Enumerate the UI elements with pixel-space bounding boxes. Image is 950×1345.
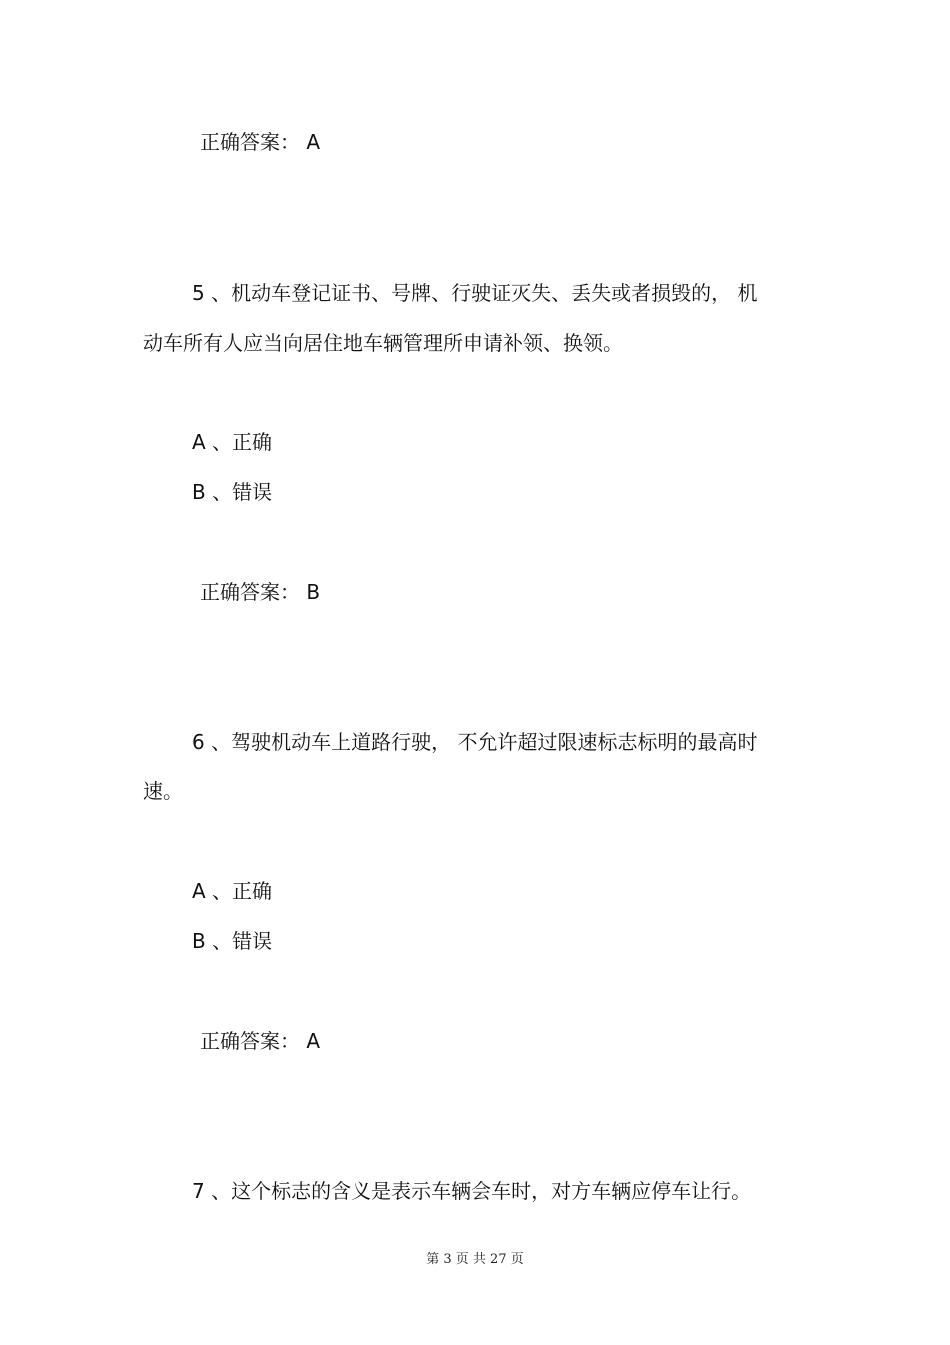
question-5-option-a: A 、正确 — [192, 430, 273, 454]
question-5-option-b: B 、错误 — [192, 480, 273, 504]
question-5-text-line1: 5 、机动车登记证书、号牌、行驶证灭失、丢失或者损毁的， 机 — [192, 281, 758, 305]
question-6-text-line1: 6 、驾驶机动车上道路行驶， 不允许超过限速标志标明的最高时 — [192, 730, 758, 754]
question-6-option-a: A 、正确 — [192, 879, 273, 903]
page-footer: 第 3 页 共 27 页 — [426, 1252, 524, 1267]
question-7-text-line1: 7 、这个标志的含义是表示车辆会车时，对方车辆应停车让行。 — [192, 1179, 752, 1203]
answer-q6: 正确答案： A — [200, 1029, 321, 1053]
question-6-option-b: B 、错误 — [192, 929, 273, 953]
answer-q4: 正确答案： A — [200, 130, 321, 154]
question-6-text-line2: 速。 — [143, 779, 183, 803]
question-5-text-line2: 动车所有人应当向居住地车辆管理所申请补领、换领。 — [143, 331, 623, 355]
answer-q5: 正确答案： B — [200, 580, 321, 604]
